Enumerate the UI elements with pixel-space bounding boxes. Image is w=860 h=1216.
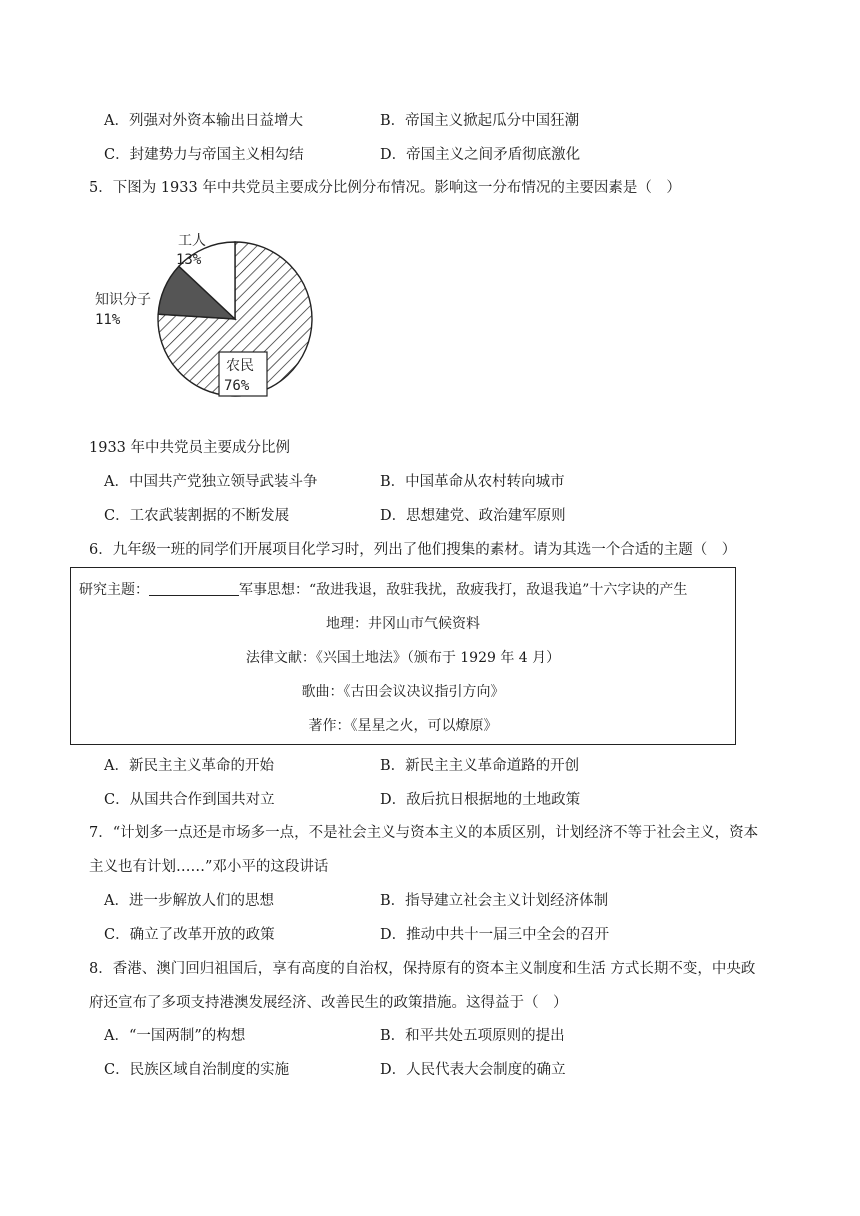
q7-option-a: A．进一步解放人们的思想 [104,893,274,909]
slice-value-intellectuals: 11% [95,312,121,328]
topic-label: 研究主题： [79,582,149,598]
material-geography: 地理：井冈山市气候资料 [326,616,480,632]
q8-option-b: B．和平共处五项原则的提出 [380,1028,565,1044]
pie-chart [86,224,346,424]
topic-line [79,580,687,600]
slice-value-workers: 13% [176,252,202,268]
q5-option-b: B．中国革命从农村转向城市 [380,474,565,490]
slice-label-intellectuals: 知识分子 [95,292,151,308]
slice-label-workers: 工人 [178,233,206,249]
q5-stem: 5．下图为 1933 年中共党员主要成分比例分布情况。影响这一分布情况的主要因素是（ ） [89,180,681,196]
q8-option-c: C．民族区域自治制度的实施 [104,1062,290,1078]
q6-option-d: D．敌后抗日根据地的土地政策 [380,792,581,808]
q7-stem-line2: 主义也有计划……”邓小平的这段讲话 [89,859,329,875]
q4-option-b: B．帝国主义掀起瓜分中国狂潮 [380,113,580,129]
material-law: 法律文献：《兴国土地法》（颁布于 1929 年 4 月） [245,650,561,666]
q4-option-a: A．列强对外资本输出日益增大 [104,113,303,129]
chart-caption: 1933 年中共党员主要成分比例 [89,440,291,456]
q8-stem-line1: 8．香港、澳门回归祖国后，享有高度的自治权，保持原有的资本主义制度和生活 方式长期不变，中央政 [89,961,756,977]
q5-option-d: D．思想建党、政治建军原则 [380,508,566,524]
q6-option-b: B．新民主主义革命道路的开创 [380,758,580,774]
q7-stem-line1: 7．“计划多一点还是市场多一点，不是社会主义与资本主义的本质区别，计划经济不等于社会主义，资本 [89,825,759,841]
slice-label-farmers: 农民 [226,358,254,374]
q8-option-d: D．人民代表大会制度的确立 [380,1062,566,1078]
q6-option-a: A．新民主主义革命的开始 [104,758,274,774]
topic-blank [149,581,239,596]
q8-option-a: A．“一国两制”的构想 [104,1028,246,1044]
q7-option-b: B．指导建立社会主义计划经济体制 [380,893,609,909]
q5-option-c: C．工农武装割据的不断发展 [104,508,290,524]
q6-stem: 6．九年级一班的同学们开展项目化学习时，列出了他们搜集的素材。请为其选一个合适的主题（ ） [89,542,737,558]
q7-option-d: D．推动中共十一届三中全会的召开 [380,927,610,943]
materials-box [70,567,736,745]
q7-option-c: C．确立了改革开放的政策 [104,927,275,943]
q6-option-c: C．从国共合作到国共对立 [104,792,275,808]
material-writing: 著作：《星星之火，可以燎原》 [308,718,498,734]
q8-stem-line2: 府还宣布了多项支持港澳发展经济、改善民生的政策措施。这得益于（ ） [89,995,568,1011]
material-song: 歌曲：《古田会议决议指引方向》 [301,684,505,700]
q4-option-d: D．帝国主义之间矛盾彻底激化 [380,147,581,163]
q4-option-c: C．封建势力与帝国主义相勾结 [104,147,304,163]
slice-value-farmers: 76% [224,378,250,394]
topic-rest: 军事思想：“敌进我退，敌驻我扰，敌疲我打，敌退我追”十六字诀的产生 [239,582,688,598]
q5-option-a: A．中国共产党独立领导武装斗争 [104,474,318,490]
